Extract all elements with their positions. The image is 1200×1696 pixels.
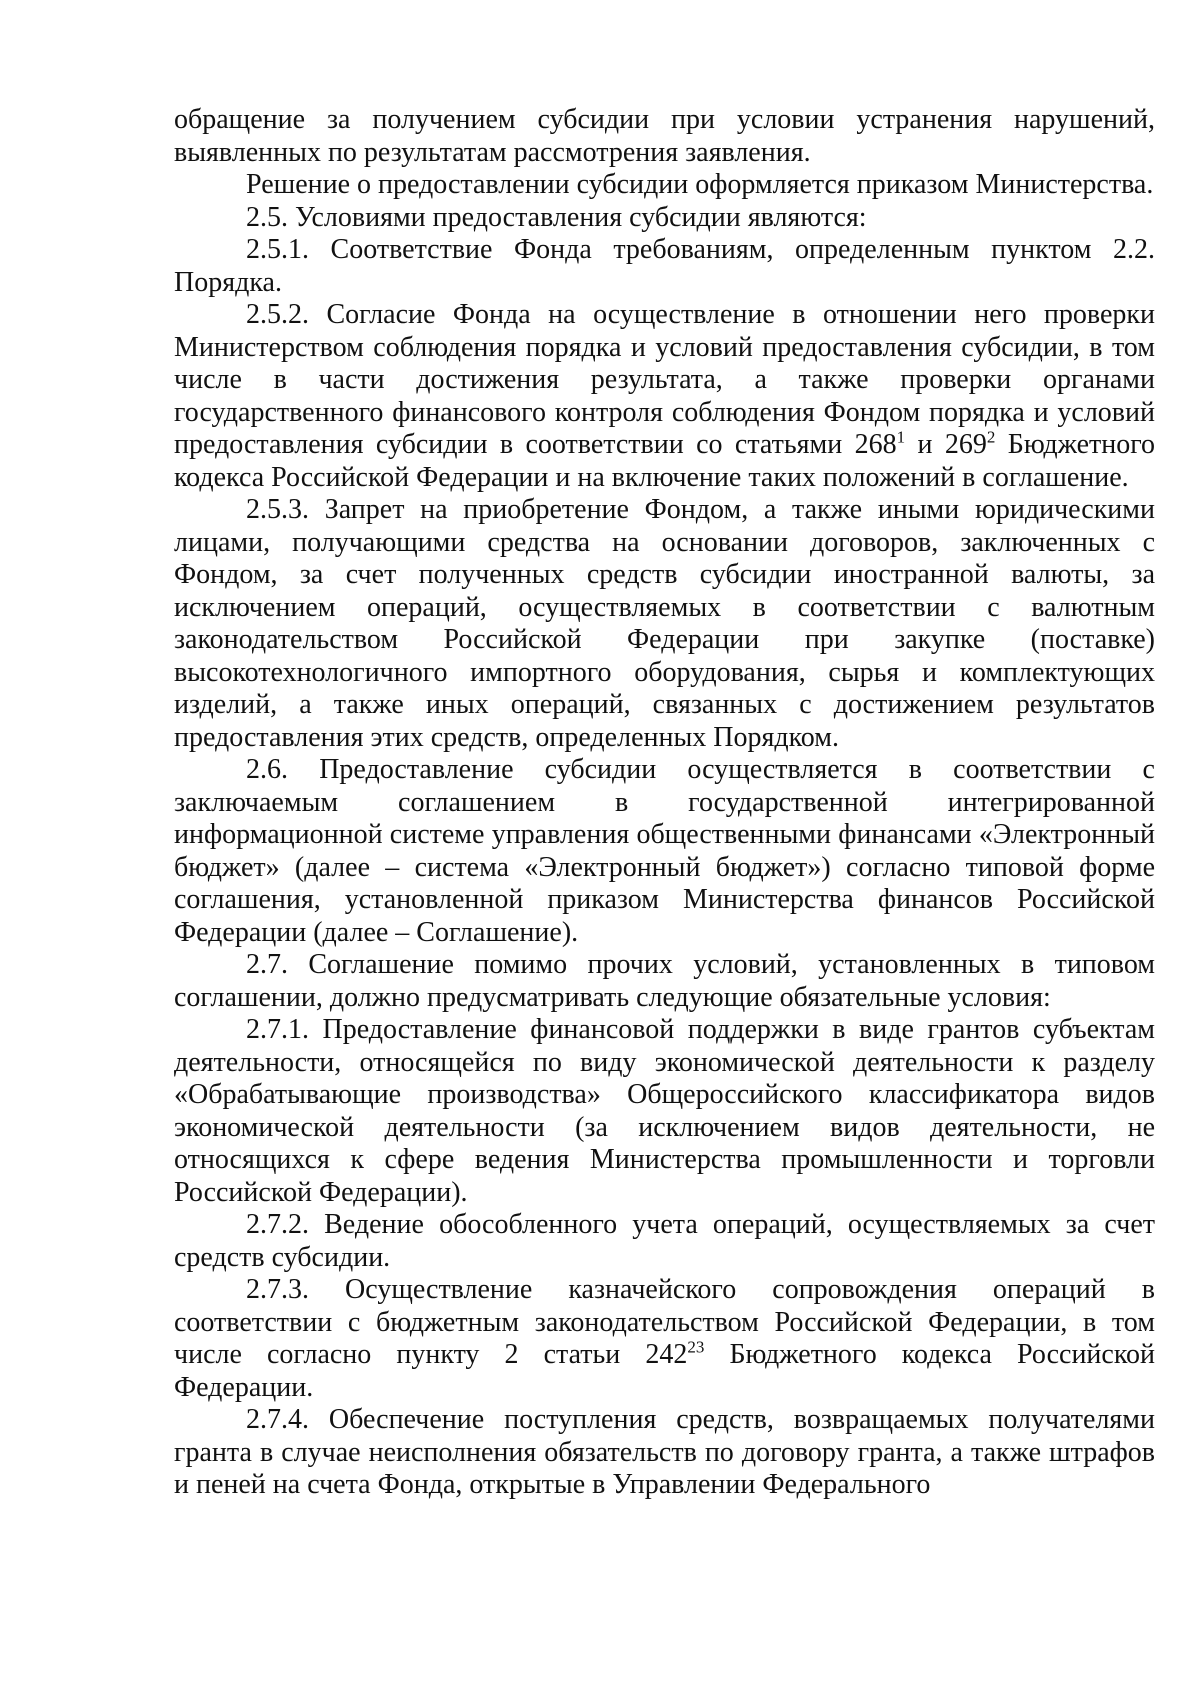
paragraph-2-5-2 xyxy=(174,299,1155,494)
document-page xyxy=(174,104,1155,1502)
paragraph-2-7-3-text-a: 2.7.3. Осуществление казначейского сопровождения операций в соответствии с бюджетным законодательством Российской Федерации, в том числе согласно пункту 2 статьи 242 xyxy=(174,1274,1155,1370)
paragraph-2-5: 2.5. Условиями предоставления субсидии являются: xyxy=(246,201,867,233)
paragraph-2-7-3-text-b: Бюджетного кодекса Российской Федерации. xyxy=(174,1339,1156,1403)
paragraph-2-5-1: 2.5.1. Соответствие Фонда требованиям, определенным пунктом 2.2. Порядка. xyxy=(174,234,1155,298)
superscript-269: 2 xyxy=(986,427,996,447)
paragraph-continuation: обращение за получением субсидии при условии устранения нарушений, выявленных по результатам рассмотрения заявления. xyxy=(174,104,1155,168)
paragraph-2-6: 2.6. Предоставление субсидии осуществляется в соответствии с заключаемым соглашением в государственной интегрированной информационной системе управления общественными финансами «Электронный бюджет» (далее – система «Электронный бюджет») согласно типовой форме соглашения, установленной приказом Министерства финансов Российской Федерации (далее – Соглашение). xyxy=(174,754,1155,948)
paragraph-2-5-2-text-c: Бюджетного кодекса Российской Федерации и на включение таких положений в соглашение. xyxy=(174,429,1155,493)
paragraph-2-5-3: 2.5.3. Запрет на приобретение Фондом, а также иными юридическими лицами, получающими средства на основании договоров, заключенных с Фондом, за счет полученных средств субсидии иностранной валюты, за исключением операций, осуществляемых в соответствии с валютным законодательством Российской Федерации при закупке (поставке) высокотехнологичного импортного оборудования, сырья и комплектующих изделий, а также иных операций, связанных с достижением результатов предоставления этих средств, определенных Порядком. xyxy=(174,494,1155,753)
paragraph-2-7-2: 2.7.2. Ведение обособленного учета операций, осуществляемых за счет средств субсидии. xyxy=(174,1209,1155,1273)
paragraph-2-7-3 xyxy=(174,1274,1155,1404)
superscript-242: 23 xyxy=(687,1337,705,1357)
paragraph-decision: Решение о предоставлении субсидии оформляется приказом Министерства. xyxy=(246,169,1154,200)
paragraph-2-5-2-text-a: 2.5.2. Согласие Фонда на осуществление в отношении него проверки Министерством соблюдения порядка и условий предоставления субсидии, в том числе в части достижения результата, а также проверки органами государственного финансового контроля соблюдения Фондом порядка и условий предоставления субсидии в соответствии со статьями 268 xyxy=(174,299,1155,460)
paragraph-2-5-2-text-b: и 269 xyxy=(905,429,987,460)
superscript-268: 1 xyxy=(896,427,906,447)
paragraph-2-7: 2.7. Соглашение помимо прочих условий, установленных в типовом соглашении, должно предусматривать следующие обязательные условия: xyxy=(174,949,1155,1013)
paragraph-2-7-1: 2.7.1. Предоставление финансовой поддержки в виде грантов субъектам деятельности, относящейся по виду экономической деятельности к разделу «Обрабатывающие производства» Общероссийского классификатора видов экономической деятельности (за исключением видов деятельности, не относящихся к сфере ведения Министерства промышленности и торговли Российской Федерации). xyxy=(174,1014,1155,1208)
paragraph-2-7-4: 2.7.4. Обеспечение поступления средств, возвращаемых получателями гранта в случае неисполнения обязательств по договору гранта, а также штрафов и пеней на счета Фонда, открытые в Управлении Федерального xyxy=(174,1404,1155,1500)
